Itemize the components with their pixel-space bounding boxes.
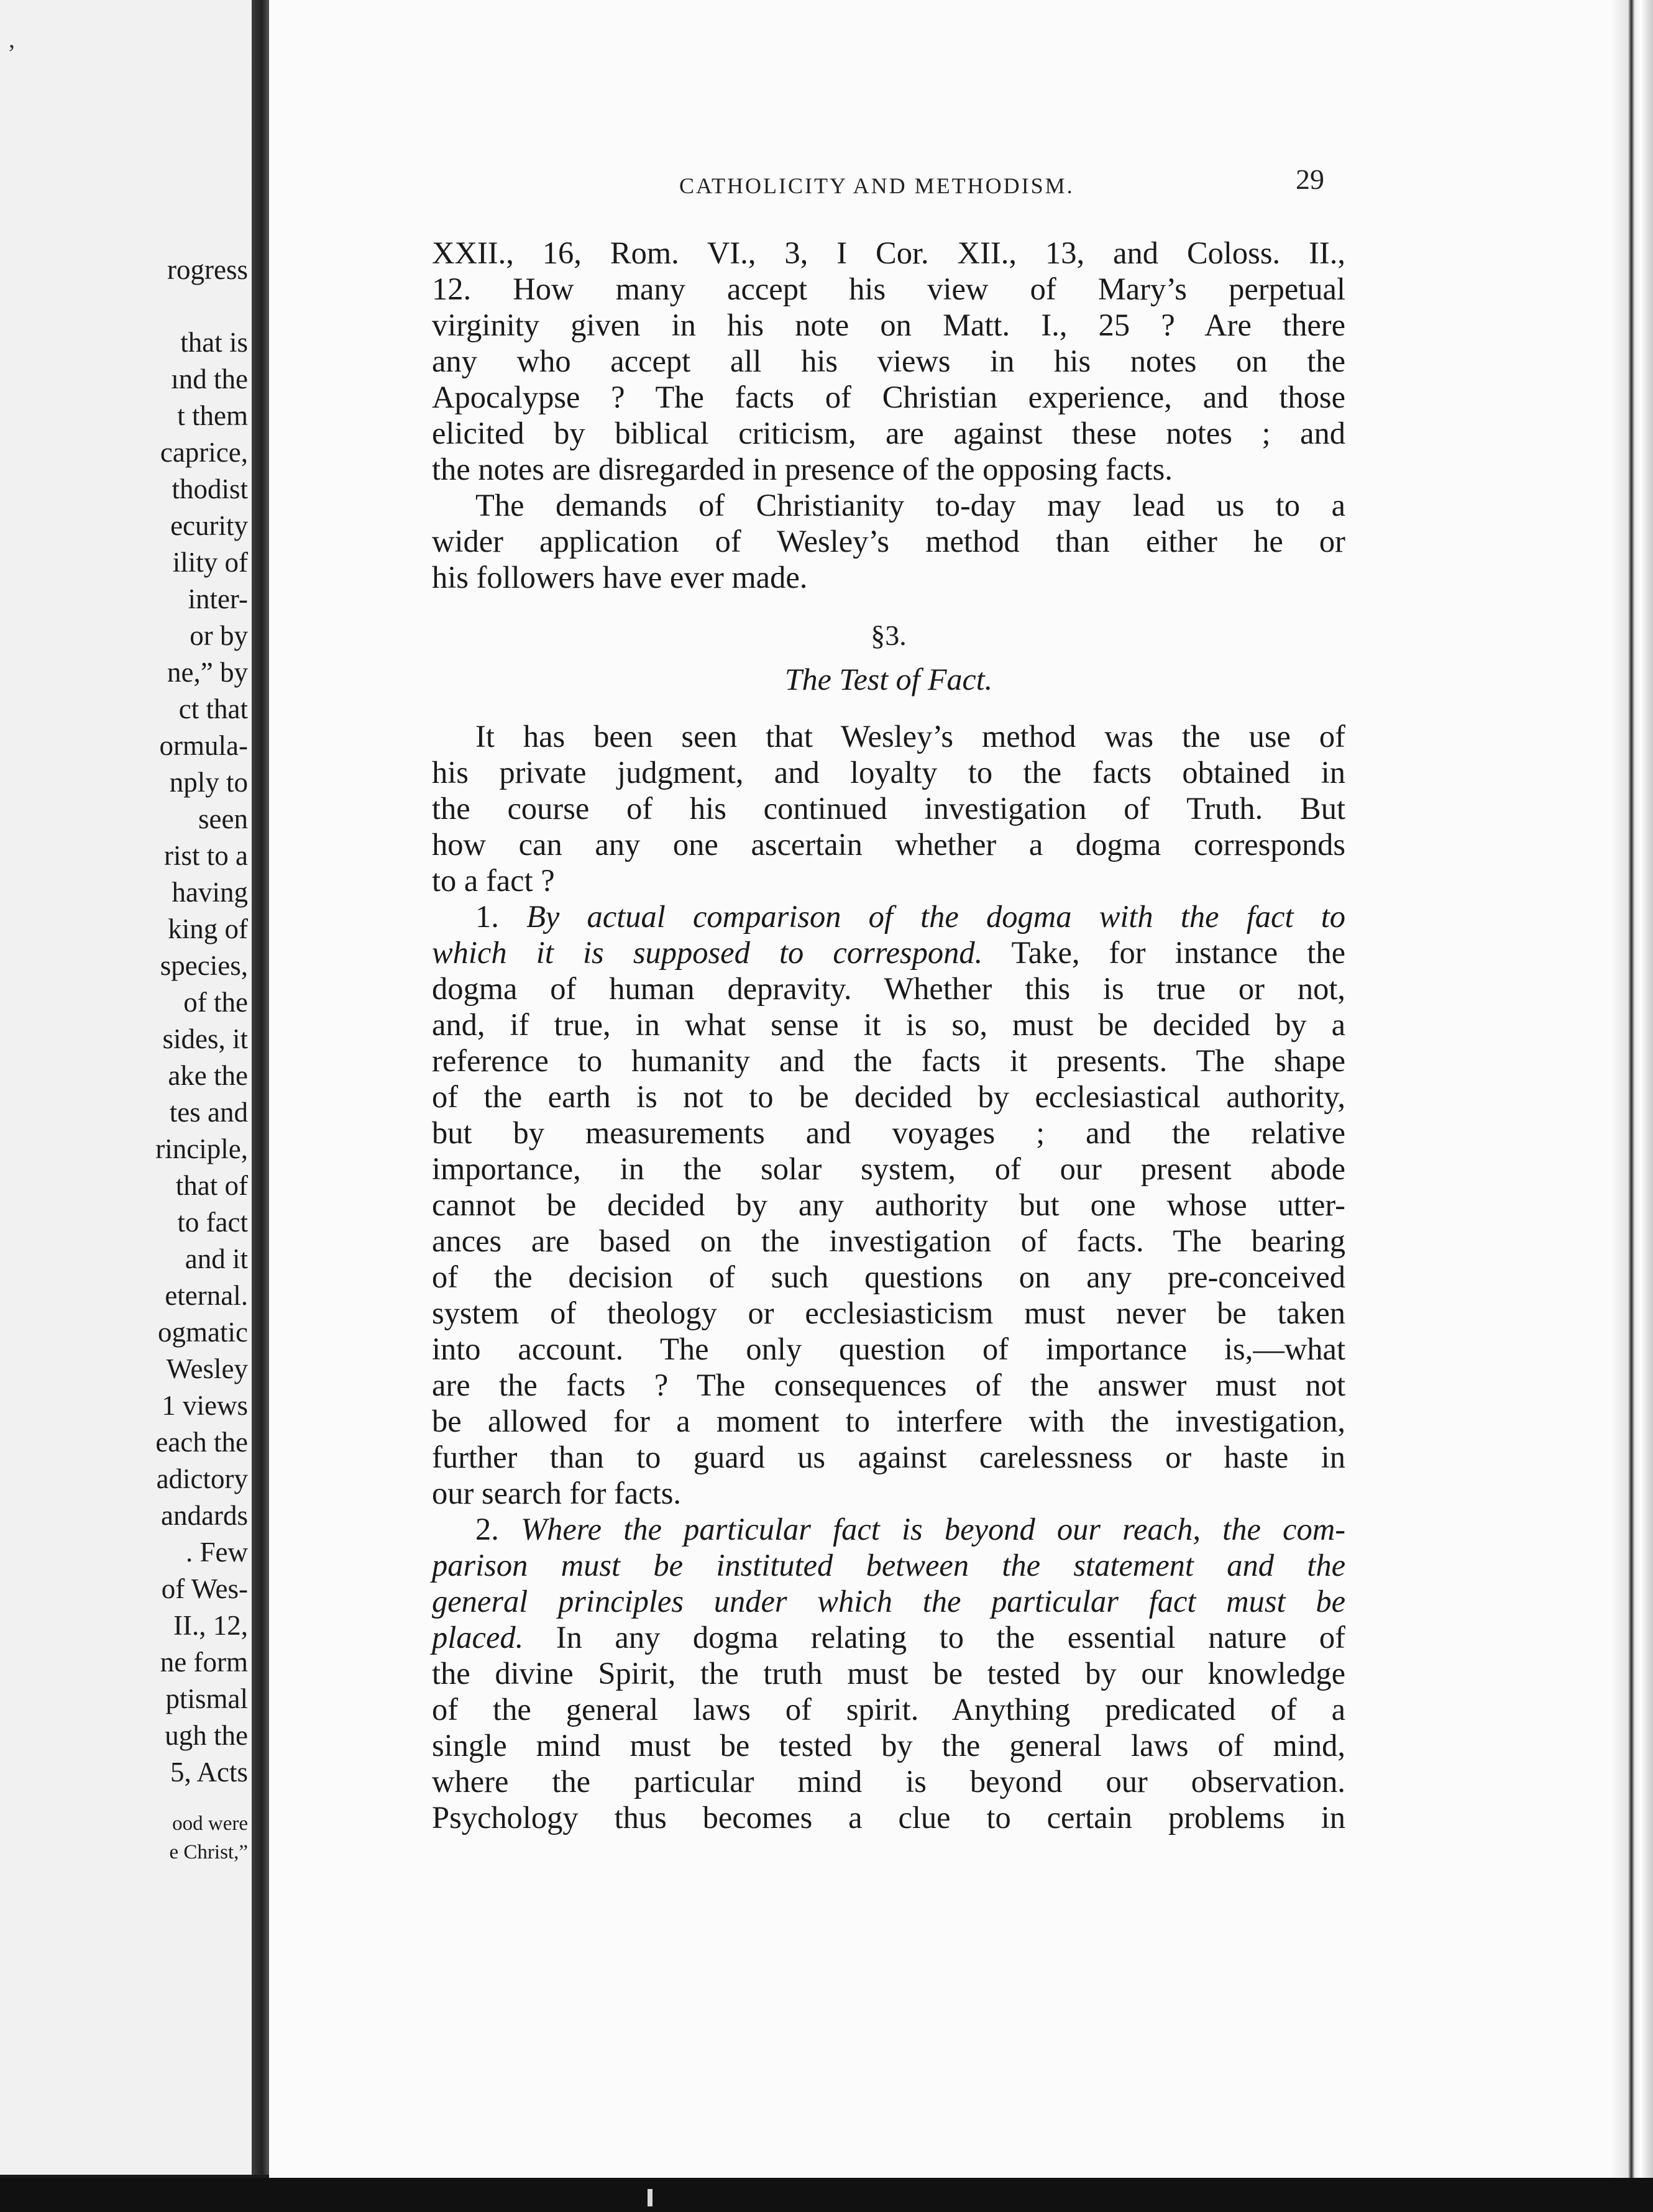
facing-page-line: ptismal bbox=[165, 1683, 248, 1714]
text-line: wider application of Wesley’s method than either he or bbox=[432, 524, 1345, 559]
facing-page-line: ne,” by bbox=[167, 657, 248, 688]
text-line: XXII., 16, Rom. VI., 3, I Cor. XII., 13, and Coloss. II., bbox=[432, 235, 1345, 270]
book-gutter bbox=[252, 0, 269, 2175]
facing-page-line: of Wes- bbox=[161, 1573, 248, 1604]
text-line: importance, in the solar system, of our present abode bbox=[432, 1151, 1345, 1186]
text-line: be allowed for a moment to interfere with the investigation, bbox=[432, 1404, 1345, 1438]
text-line: the notes are disregarded in presence of the opposing facts. bbox=[432, 452, 1173, 487]
facing-page-line: ecurity bbox=[170, 510, 248, 541]
facing-page-line: rist to a bbox=[164, 840, 248, 871]
facing-page-line: . Few bbox=[186, 1537, 248, 1568]
facing-page-line: ınd the bbox=[171, 363, 248, 395]
text-line bbox=[432, 1511, 1345, 1547]
facing-page-fragment bbox=[0, 0, 252, 2175]
facing-page-line: sides, it bbox=[162, 1023, 248, 1054]
text-line: are the facts ? The consequences of the answer must not bbox=[432, 1368, 1345, 1402]
facing-page-line bbox=[0, 288, 248, 324]
facing-page-line: of the bbox=[183, 987, 248, 1018]
text-line: system of theology or ecclesiasticism must never be taken bbox=[432, 1296, 1345, 1330]
book-page bbox=[269, 0, 1611, 2178]
facing-page-line: that of bbox=[175, 1170, 248, 1201]
text-line: where the particular mind is beyond our observation. bbox=[432, 1764, 1345, 1799]
scan-border bbox=[0, 2178, 1653, 2212]
text-line: the course of his continued investigation of Truth. But bbox=[432, 791, 1345, 826]
facing-page-line: to fact bbox=[177, 1207, 248, 1238]
facing-page-line: ormula- bbox=[159, 730, 248, 761]
text-line: Apocalypse ? The facts of Christian experience, and those bbox=[432, 380, 1345, 414]
facing-page-line: rogress bbox=[167, 254, 248, 285]
list-number: 2. bbox=[475, 1512, 499, 1547]
facing-page-line: each the bbox=[155, 1427, 248, 1458]
facing-page-line: nply to bbox=[169, 767, 248, 798]
text-line: It has been seen that Wesley’s method was the use of bbox=[475, 719, 1345, 754]
facing-page-line: ake the bbox=[168, 1060, 248, 1091]
facing-page-line: caprice, bbox=[160, 437, 248, 468]
facing-page-line: 5, Acts bbox=[170, 1757, 248, 1788]
text-line: cannot be decided by any authority but one whose utter- bbox=[432, 1187, 1345, 1222]
text-line: Psychology thus becomes a clue to certain problems in bbox=[432, 1800, 1345, 1835]
footnote-spacer bbox=[0, 1791, 248, 1809]
scan-mark bbox=[648, 2189, 652, 2206]
facing-page-line: ct that bbox=[178, 693, 248, 724]
facing-page-line: andards bbox=[161, 1500, 248, 1531]
text-line: to a fact ? bbox=[432, 863, 555, 898]
text-line: ances are based on the investigation of facts. The bearing bbox=[432, 1223, 1345, 1258]
text-line: single mind must be tested by the general laws of mind, bbox=[432, 1728, 1345, 1763]
facing-page-line: ugh the bbox=[165, 1720, 248, 1751]
facing-page-line: eternal. bbox=[165, 1280, 248, 1311]
facing-page-text bbox=[0, 252, 248, 1867]
running-head: CATHOLICITY AND METHODISM. bbox=[679, 173, 1074, 198]
text-line: our search for facts. bbox=[432, 1476, 681, 1510]
facing-page-line: tes and bbox=[169, 1097, 248, 1128]
facing-page-line: having bbox=[172, 877, 248, 908]
page-edge bbox=[1611, 0, 1653, 2178]
italic-text: placed. bbox=[432, 1620, 524, 1655]
text-span: In any dogma relating to the essential nature of bbox=[556, 1620, 1345, 1655]
paragraph-demands bbox=[432, 487, 1345, 595]
facing-page-line: adictory bbox=[156, 1463, 248, 1494]
page-body bbox=[432, 235, 1345, 1835]
facing-page-line: or by bbox=[190, 620, 248, 651]
text-line: but by measurements and voyages ; and the relative bbox=[432, 1115, 1345, 1150]
list-number: 1. bbox=[475, 899, 499, 934]
text-line: reference to humanity and the facts it presents. The shape bbox=[432, 1043, 1345, 1078]
text-line: his private judgment, and loyalty to the facts obtained in bbox=[432, 755, 1345, 790]
facing-page-line: II., 12, bbox=[173, 1610, 248, 1641]
text-line: virginity given in his note on Matt. I., 25 ? Are there bbox=[432, 308, 1345, 342]
facing-page-line: Wesley bbox=[166, 1353, 248, 1384]
paragraph-wesley-method bbox=[432, 718, 1345, 898]
facing-page-line: ne form bbox=[160, 1647, 248, 1678]
text-line: The demands of Christianity to-day may lead us to a bbox=[475, 488, 1345, 523]
facing-page-line: t them bbox=[177, 400, 248, 431]
text-line: how can any one ascertain whether a dogma corresponds bbox=[432, 827, 1345, 862]
italic-text: Where the particular fact is beyond our reach, the com- bbox=[521, 1512, 1346, 1547]
text-line: into account. The only question of importance is,—what bbox=[432, 1332, 1345, 1366]
text-line: and, if true, in what sense it is so, must be decided by a bbox=[432, 1007, 1345, 1042]
paragraph-continued bbox=[432, 235, 1345, 487]
text-line bbox=[432, 1619, 1345, 1655]
text-line: any who accept all his views in his notes on the bbox=[432, 344, 1345, 378]
facing-page-line: rinciple, bbox=[155, 1133, 248, 1164]
text-line: of the decision of such questions on any pre-conceived bbox=[432, 1259, 1345, 1294]
facing-page-line: inter- bbox=[188, 583, 248, 615]
section-number: §3. bbox=[871, 619, 907, 651]
text-span: Take, for instance the bbox=[1011, 935, 1345, 970]
text-line: of the general laws of spirit. Anything predicated of a bbox=[432, 1692, 1345, 1727]
facing-page-mark: ’ bbox=[7, 39, 16, 67]
text-line: dogma of human depravity. Whether this is true or not, bbox=[432, 971, 1345, 1006]
facing-page-line: and it bbox=[185, 1243, 248, 1274]
text-line bbox=[432, 935, 1345, 971]
italic-text: which it is supposed to correspond. bbox=[432, 935, 983, 970]
page-number: 29 bbox=[1296, 163, 1324, 195]
text-line: of the earth is not to be decided by ecclesiastical authority, bbox=[432, 1079, 1345, 1114]
text-line bbox=[432, 898, 1345, 935]
paragraph-point-1 bbox=[432, 898, 1345, 1511]
facing-page-line: ogmatic bbox=[158, 1317, 248, 1348]
facing-page-line: species, bbox=[160, 950, 248, 981]
facing-page-line: that is bbox=[180, 327, 248, 358]
facing-page-line: thodist bbox=[172, 473, 248, 505]
text-line: the divine Spirit, the truth must be tested by our knowledge bbox=[432, 1656, 1345, 1691]
text-line: parison must be instituted between the statement and the bbox=[432, 1548, 1345, 1583]
text-line: further than to guard us against carelessness or haste in bbox=[432, 1440, 1345, 1474]
facing-page-footnote-line: e Christ,” bbox=[169, 1841, 248, 1863]
text-line: general principles under which the particular fact must be bbox=[432, 1584, 1345, 1619]
text-line: 12. How many accept his view of Mary’s perpetual bbox=[432, 272, 1345, 306]
facing-page-line: ility of bbox=[172, 547, 248, 578]
facing-page-line: king of bbox=[168, 913, 248, 944]
paragraph-point-2 bbox=[432, 1511, 1345, 1835]
facing-page-line: seen bbox=[198, 803, 248, 834]
facing-page-footnote-line: ood were bbox=[172, 1812, 248, 1835]
italic-text: By actual comparison of the dogma with the fact to bbox=[526, 899, 1345, 934]
facing-page-line: 1 views bbox=[162, 1390, 248, 1421]
section-title: The Test of Fact. bbox=[784, 662, 993, 697]
text-line: his followers have ever made. bbox=[432, 560, 808, 595]
text-line: elicited by biblical criticism, are against these notes ; and bbox=[432, 416, 1345, 450]
